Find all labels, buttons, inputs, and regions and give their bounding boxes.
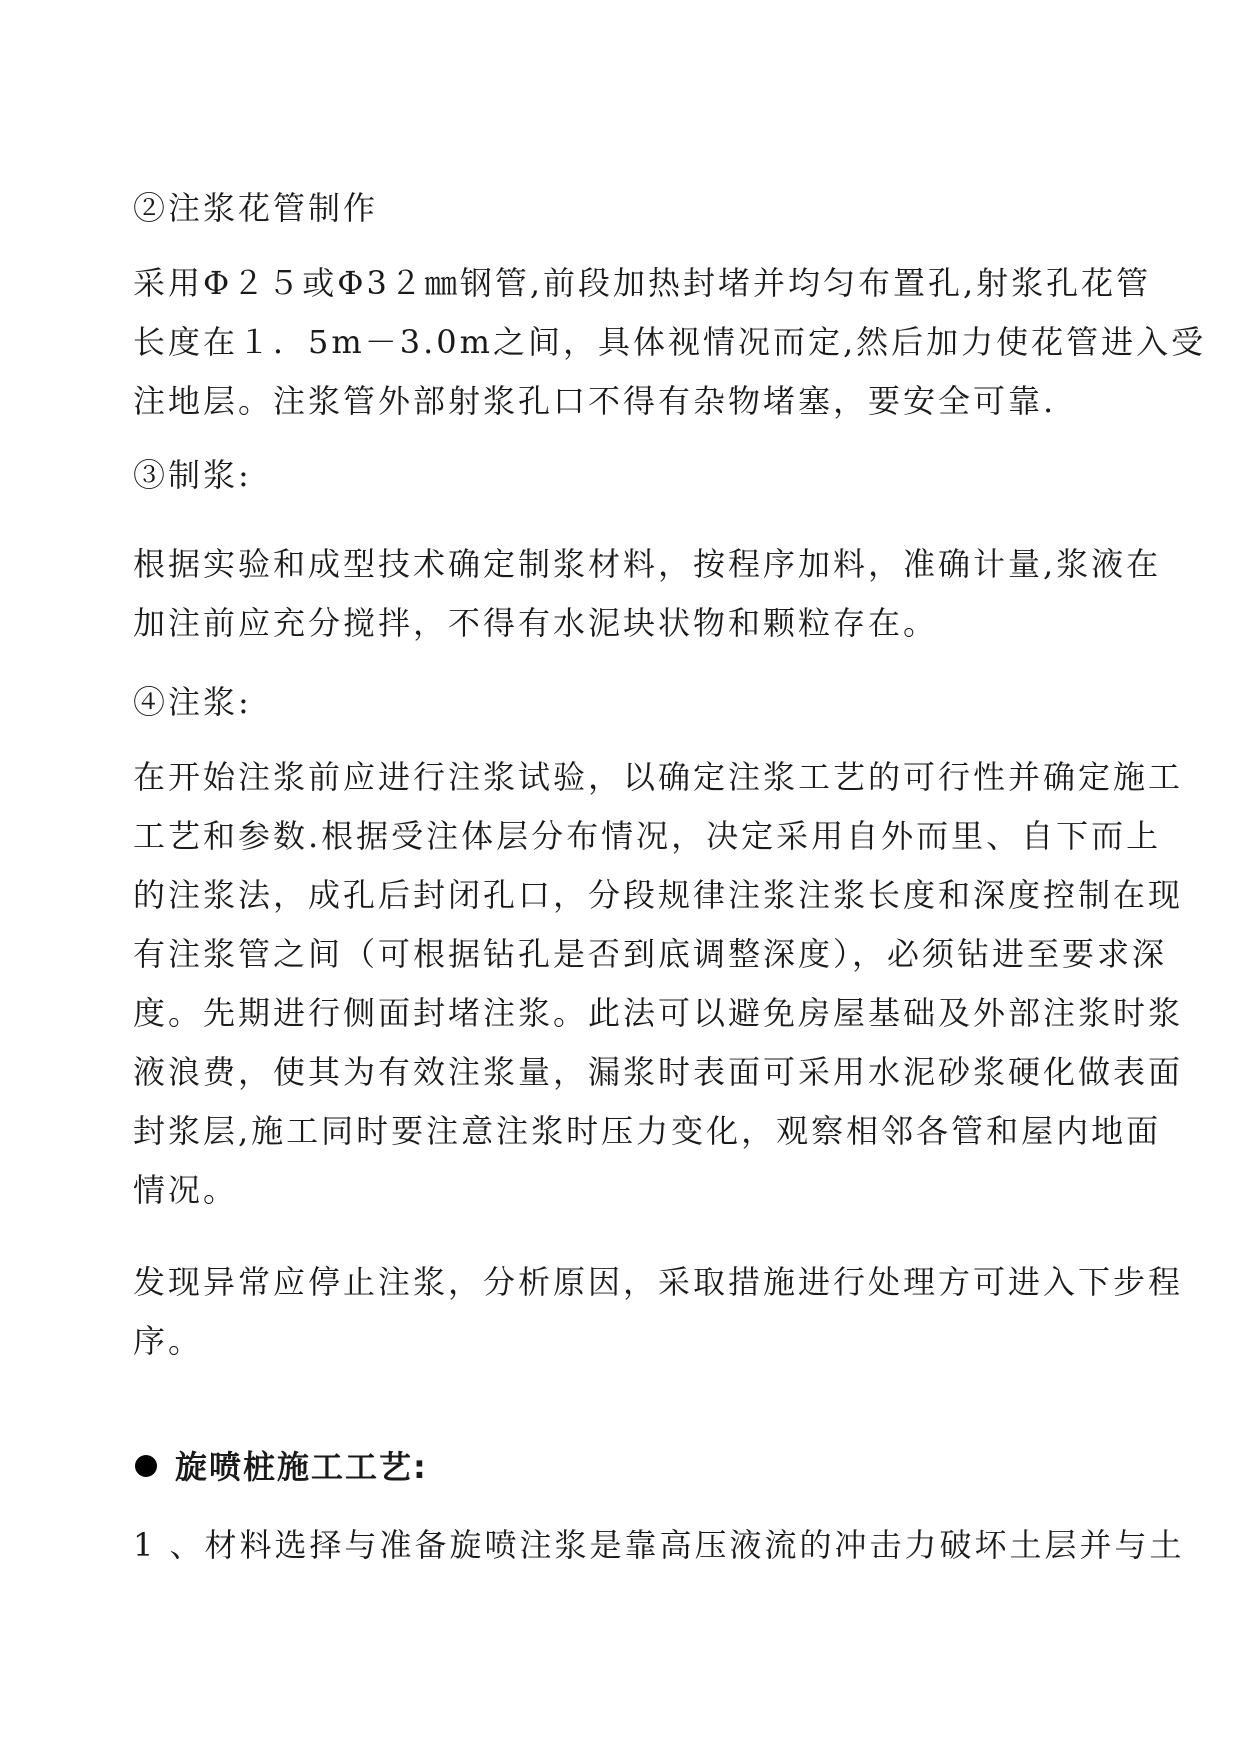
subsection-title-grouting-pipe: ②注浆花管制作	[133, 189, 379, 227]
paragraph-line: 工艺和参数.根据受注体层分布情况，决定采用自外而里、自下而上	[133, 817, 1162, 855]
paragraph-line: 1 、材料选择与准备旋喷注浆是靠高压液流的冲击力破坏土层并与土	[133, 1526, 1185, 1564]
paragraph-line: 有注浆管之间（可根据钻孔是否到底调整深度），必须钻进至要求深	[133, 935, 1168, 973]
paragraph-line: 加注前应充分搅拌，不得有水泥块状物和颗粒存在。	[133, 604, 939, 642]
bullet-icon	[135, 1455, 157, 1477]
paragraph-line: 情况。	[133, 1171, 239, 1209]
paragraph-line: 封浆层,施工同时要注意注浆时压力变化，观察相邻各管和屋内地面	[133, 1112, 1162, 1150]
paragraph-line: 的注浆法，成孔后封闭孔口，分段规律注浆注浆长度和深度控制在现	[133, 876, 1184, 914]
paragraph-line: 度。先期进行侧面封堵注浆。此法可以避免房屋基础及外部注浆时浆	[133, 994, 1184, 1032]
paragraph-line: 注地层。注浆管外部射浆孔口不得有杂物堵塞，要安全可靠.	[133, 382, 1057, 420]
paragraph-line: 发现异常应停止注浆，分析原因，采取措施进行处理方可进入下步程	[133, 1263, 1184, 1301]
paragraph-line: 根据实验和成型技术确定制浆材料，按程序加料，准确计量,浆液在	[133, 545, 1162, 583]
section-heading-jet-grouting: 旋喷桩施工工艺:	[175, 1448, 428, 1486]
paragraph-line: 液浪费，使其为有效注浆量，漏浆时表面可采用水泥砂浆硬化做表面	[133, 1053, 1184, 1091]
paragraph-line: 在开始注浆前应进行注浆试验，以确定注浆工艺的可行性并确定施工	[133, 758, 1184, 796]
subsection-title-mixing: ③制浆:	[133, 456, 252, 494]
paragraph-line: 采用Φ２５或Φ3２㎜钢管,前段加热封堵并均匀布置孔,射浆孔花管	[133, 264, 1152, 302]
paragraph-line: 序。	[133, 1322, 204, 1360]
subsection-title-grouting: ④注浆:	[133, 683, 252, 721]
paragraph-line: 长度在１．5m－3.0m之间，具体视情况而定,然后加力使花管进入受	[133, 323, 1207, 361]
